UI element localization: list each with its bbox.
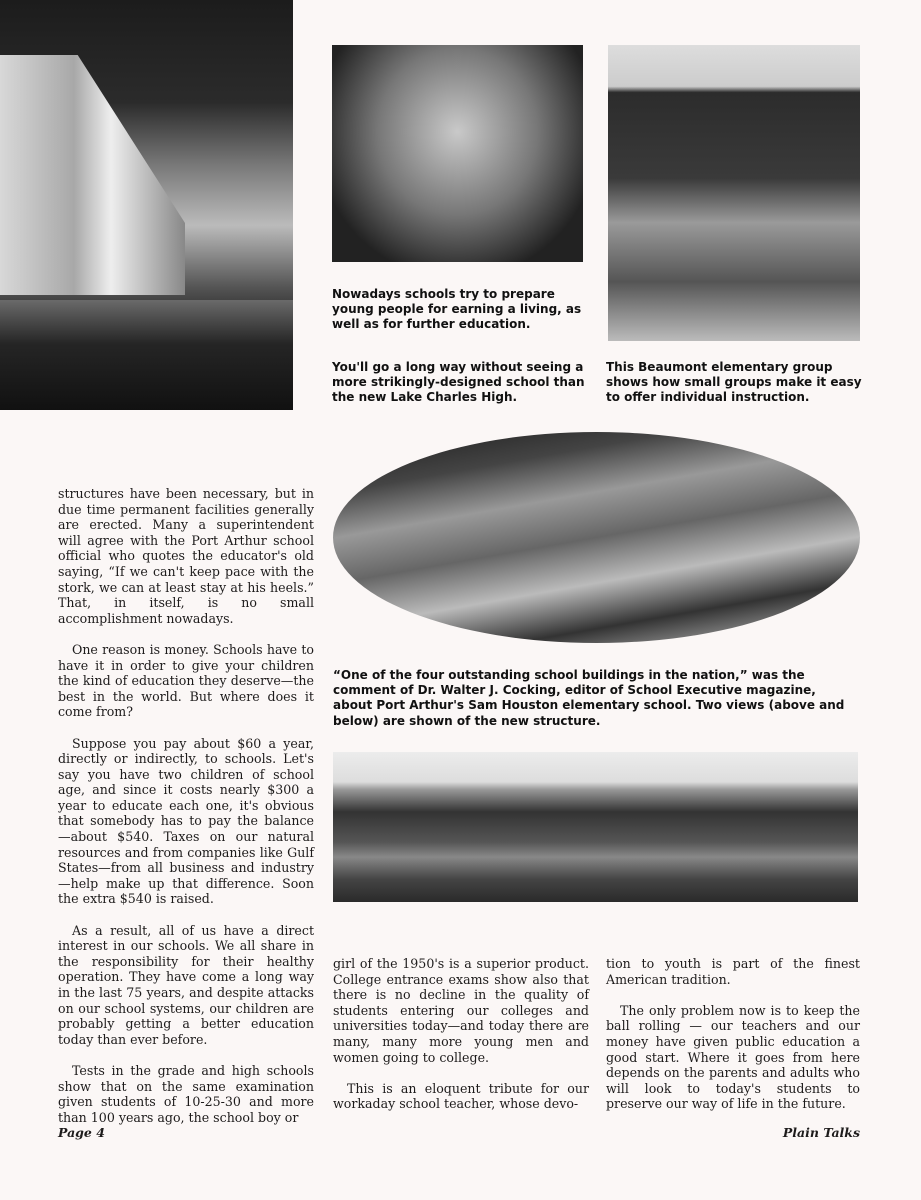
paragraph: girl of the 1950's is a superior product. College entrance exams show also that there is no decline in the quality of students entering our colleges and universities today—and today there are many, many more young men and women going to college. [333, 956, 589, 1065]
paragraph: As a result, all of us have a direct interest in our schools. We all share in the responsibility for their healthy operation. They have come a long way in the last 75 years, and despite attacks on our school systems, our children are probably getting a better education today than ever before. [58, 922, 314, 1047]
photo-beaumont-group [608, 45, 860, 341]
caption-beaumont: This Beaumont elementary group shows how small groups make it easy to offer individual instruction. [606, 360, 862, 405]
building-shape [0, 55, 185, 295]
paragraph: One reason is money. Schools have to have it in order to give your children the kind of education they deserve—the best in the world. But where does it come from? [58, 641, 314, 720]
photo-students-machine [332, 45, 583, 262]
paragraph: Suppose you pay about $60 a year, directly or indirectly, to schools. Let's say you have two children of school age, and since it costs nearly $300 a year to educate each one, it's obvious that somebody has to pay the balance —about $540. Taxes on our natural resources and from companies like Gulf States—from all business and industry—help make up that difference. Soon the extra $540 is raised. [58, 735, 314, 907]
publication-name: Plain Talks [782, 1125, 860, 1140]
photo-sam-houston-ground [333, 752, 858, 902]
article-column-1 [58, 486, 314, 1141]
paragraph: tion to youth is part of the finest American tradition. [606, 956, 860, 987]
article-column-3 [606, 956, 860, 1128]
article-column-2 [333, 956, 589, 1128]
caption-vocational: Nowadays schools try to prepare young people for earning a living, as well as for further education. [332, 287, 582, 332]
photo-lake-charles-high [0, 0, 293, 410]
paragraph: This is an eloquent tribute for our workaday school teacher, whose devo- [333, 1080, 589, 1112]
paragraph: structures have been necessary, but in due time permanent facilities generally are erected. Many a superintendent will agree with the Port Arthur school official who quotes the educator's old saying, “If we can't keep pace with the stork, we can at least stay at his heels.” That, in itself, is no small accomplishment nowadays. [58, 486, 314, 626]
paragraph: The only problem now is to keep the ball rolling — our teachers and our money have given public education a good start. Where it goes from here depends on the parents and adults who will look to today's students to preserve our way of life in the future. [606, 1002, 860, 1112]
paragraph: Tests in the grade and high schools show that on the same examination given students of 10-25-30 and more than 100 years ago, the school boy or [58, 1062, 314, 1125]
photo-sam-houston-aerial [333, 432, 860, 643]
page-number: Page 4 [58, 1125, 105, 1140]
caption-sam-houston: “One of the four outstanding school buildings in the nation,” was the comment of Dr. Walter J. Cocking, editor of School Executive magazine, about Port Arthur's Sam Houston elementary school. Two views (above and below) are shown of the new structure. [333, 668, 845, 728]
caption-lake-charles: You'll go a long way without seeing a more strikingly-designed school than the new Lake Charles High. [332, 360, 585, 405]
lawn-shape [0, 300, 293, 410]
